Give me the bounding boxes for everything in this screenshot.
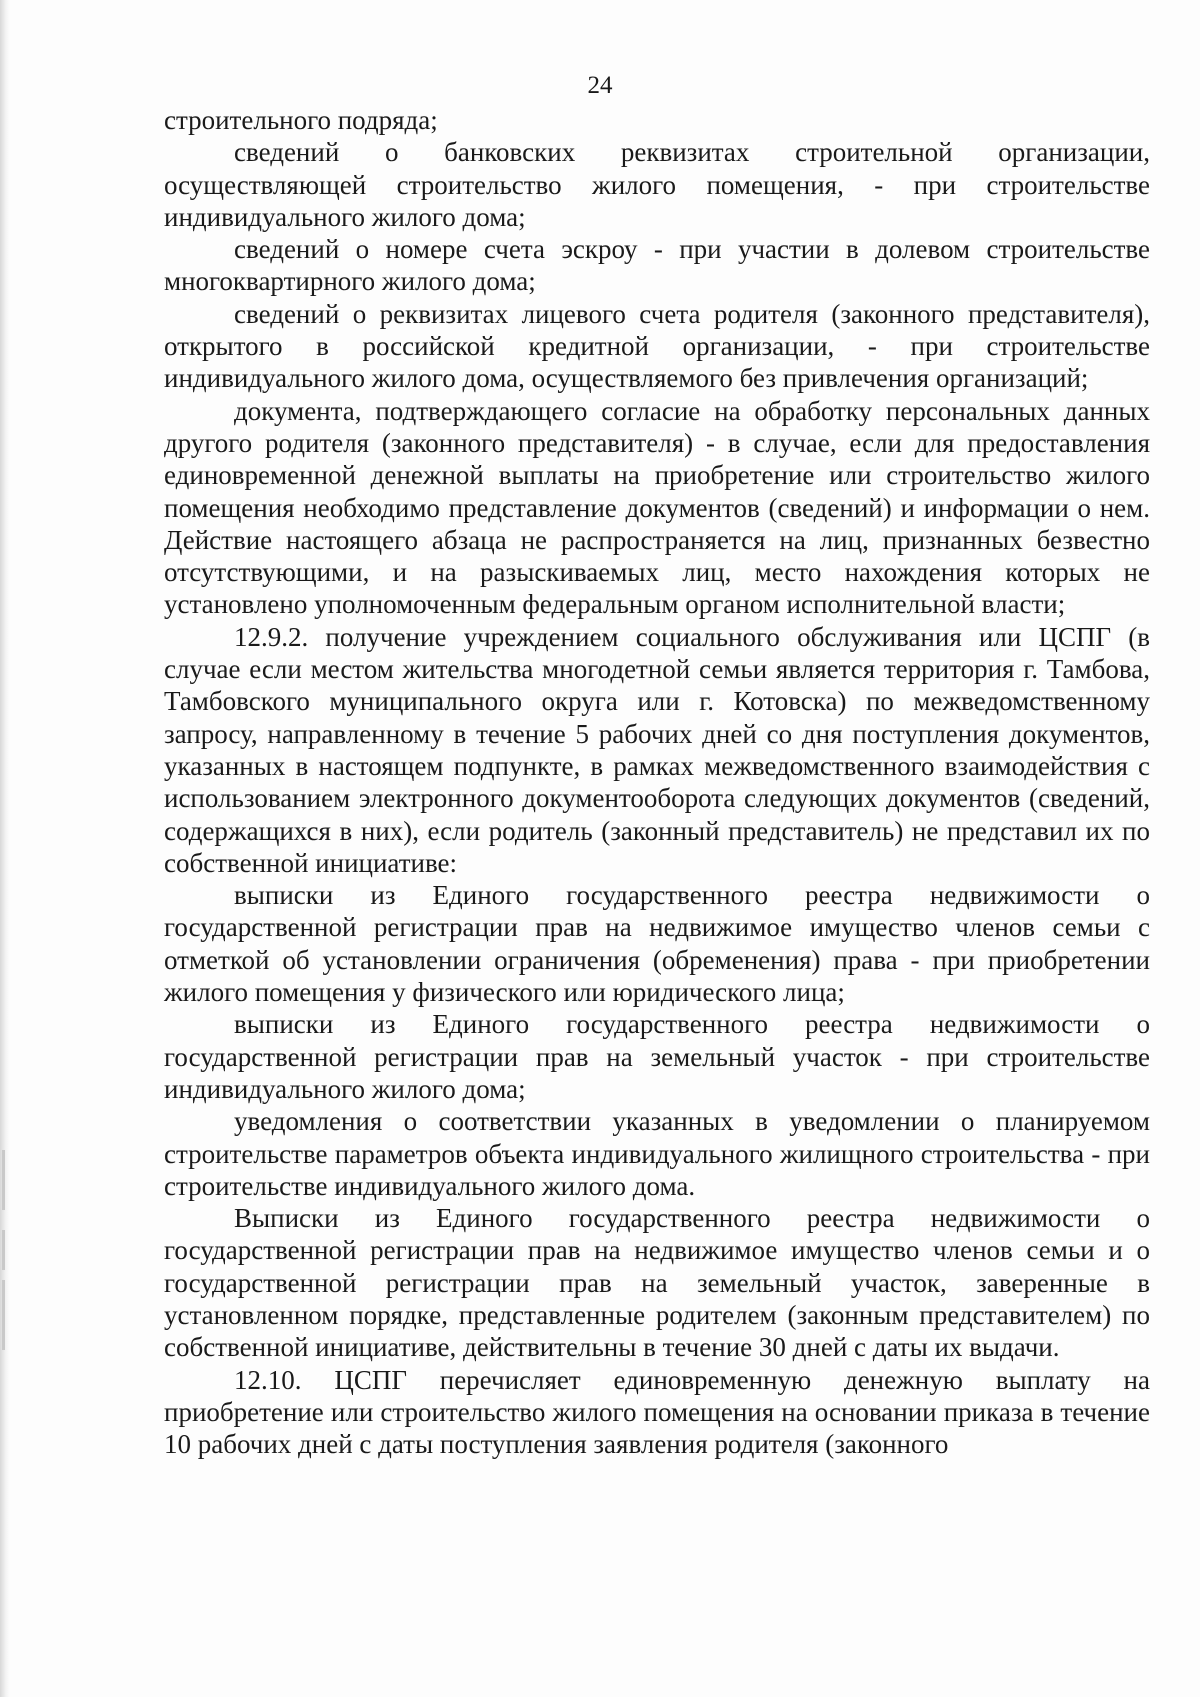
paragraph-consent-document: документа, подтверждающего согласие на обработку персональных данных другого родителя (законного представителя) - в случае, если для предоставления единовременной денежной выплаты на приобретение или строительство жилого помещения необходимо представление документов (сведений) и информации о нем. Действие настоящего абзаца не распространяется на лиц, признанных безвестно отсутствующими, и на разыскиваемых лиц, место нахождения которых не установлено уполномоченным федеральным органом исполнительной власти; [164, 395, 1150, 620]
paragraph-12-9-2: 12.9.2. получение учреждением социального обслуживания или ЦСПГ (в случае если местом жительства многодетной семьи является территория г. Тамбова, Тамбовского муниципального округа или г. Котовска) по межведомственному запросу, направленному в течение 5 рабочих дней со дня поступления документов, указанных в настоящем подпункте, в рамках межведомственного взаимодействия с использованием электронного документооборота следующих документов (сведений, содержащихся в них), если родитель (законный представитель) не представил их по собственной инициативе: [164, 621, 1150, 878]
scan-mark [2, 1150, 5, 1210]
paragraph-extract-validity: Выписки из Единого государственного реестра недвижимости о государственной регистрации прав на недвижимое имущество членов семьи и о государственной регистрации прав на земельный участок, заверенные в установленном порядке, представленные родителем (законным представителем) по собственной инициативе, действительны в течение 30 дней с даты их выдачи. [164, 1203, 1150, 1363]
document-body [164, 104, 1150, 1460]
paragraph-construction-notice: уведомления о соответствии указанных в уведомлении о планируемом строительстве параметров объекта индивидуального жилищного строительства - при строительстве индивидуального жилого дома. [164, 1106, 1150, 1201]
paragraph-bank-details: сведений о банковских реквизитах строительной организации, осуществляющей строительство жилого помещения, - при строительстве индивидуального жилого дома; [164, 137, 1150, 232]
scan-mark [2, 1230, 5, 1270]
scan-edge-shadow [0, 0, 10, 1697]
page-number: 24 [587, 72, 613, 99]
paragraph-12-10: 12.10. ЦСПГ перечисляет единовременную денежную выплату на приобретение или строительство жилого помещения на основании приказа в течение 10 рабочих дней с даты поступления заявления родителя (законного [164, 1364, 1150, 1460]
paragraph-escrow-account: сведений о номере счета эскроу - при участии в долевом строительстве многоквартирного жилого дома; [164, 234, 1150, 297]
scan-mark [2, 1280, 5, 1350]
paragraph-registry-extract-property: выписки из Единого государственного реестра недвижимости о государственной регистрации прав на недвижимое имущество членов семьи с отметкой об установлении ограничения (обременения) права - при приобретении жилого помещения у физического или юридического лица; [164, 880, 1150, 1008]
paragraph-personal-account: сведений о реквизитах лицевого счета родителя (законного представителя), открытого в российской кредитной организации, - при строительстве индивидуального жилого дома, осуществляемого без привлечения организаций; [164, 298, 1150, 394]
paragraph-continuation: строительного подряда; [164, 105, 438, 135]
paragraph-registry-extract-land: выписки из Единого государственного реестра недвижимости о государственной регистрации прав на земельный участок - при строительстве индивидуального жилого дома; [164, 1009, 1150, 1104]
